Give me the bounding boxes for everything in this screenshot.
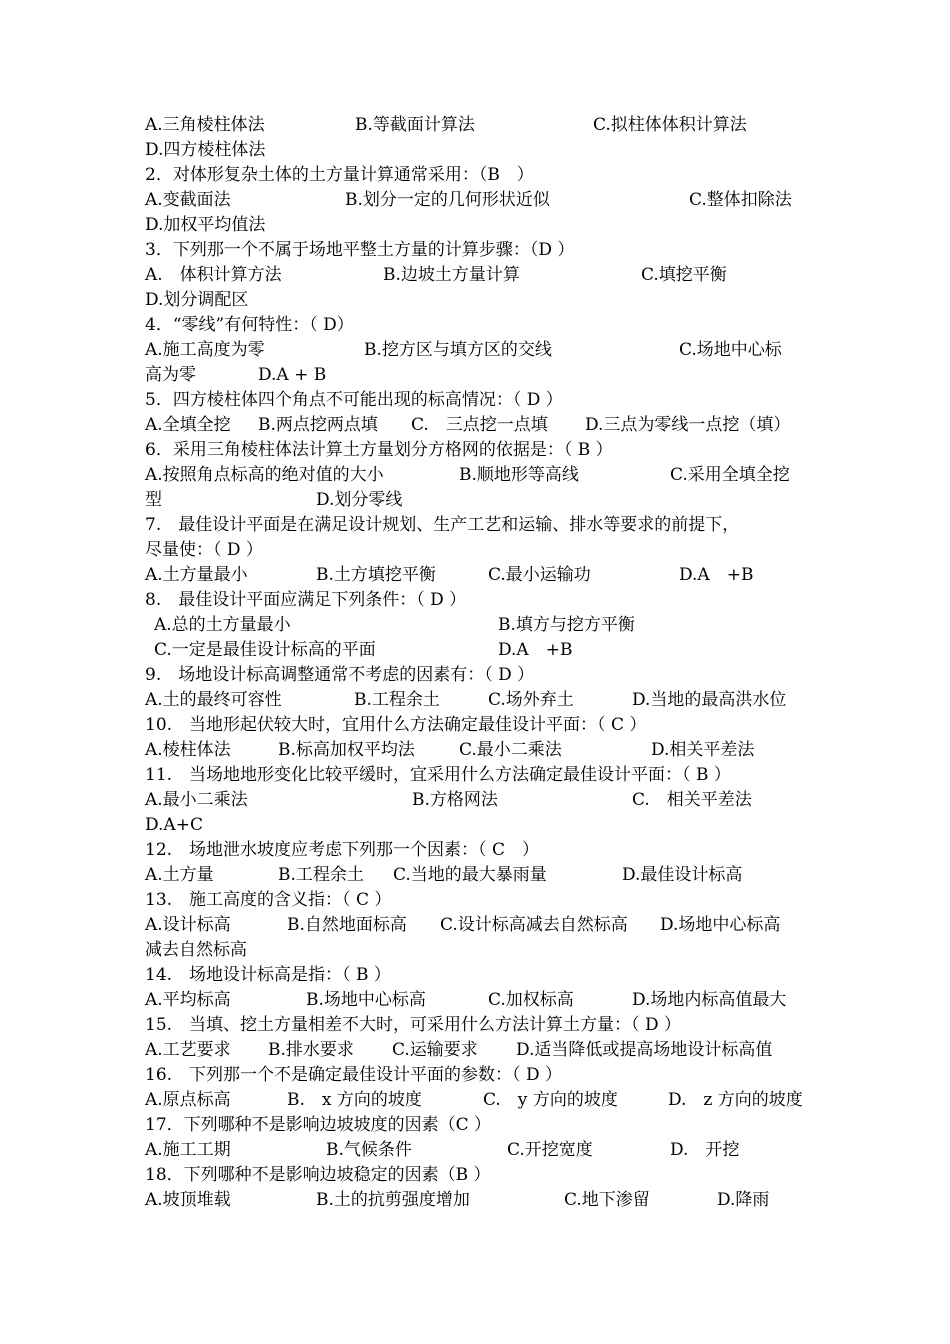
option-d: D. z 方向的坡度: [668, 1090, 803, 1110]
option-b: B.气候条件: [326, 1140, 412, 1160]
option-b: B.土方填挖平衡: [316, 565, 436, 585]
option-a: A.全填全挖: [145, 415, 231, 435]
option-c: C.最小运输功: [488, 565, 591, 585]
question-text: 5．四方棱柱体四个角点不可能出现的标高情况：（ D ）: [145, 390, 563, 410]
question-text: 2．对体形复杂土体的土方量计算通常采用：（B ）: [145, 165, 534, 185]
option-c: C. y 方向的坡度: [483, 1090, 618, 1110]
option-d: D.A+C: [145, 815, 203, 835]
question-text: 13. 施工高度的含义指：（ C ）: [145, 890, 392, 910]
option-c: C.设计标高减去自然标高: [440, 915, 628, 935]
option-d: D.最佳设计标高: [622, 865, 743, 885]
option-a: A.设计标高: [145, 915, 231, 935]
option-a: A.三角棱柱体法: [145, 115, 265, 135]
question-text: 10. 当地形起伏较大时，宜用什么方法确定最佳设计平面：（ C ）: [145, 715, 647, 735]
option-a: A.土的最终可容性: [145, 690, 282, 710]
option-c: C.开挖宽度: [507, 1140, 593, 1160]
option-a: A.平均标高: [145, 990, 231, 1010]
option-b: B.工程余土: [354, 690, 440, 710]
option-b: B.场地中心标高: [306, 990, 426, 1010]
option-b: B.方格网法: [412, 790, 498, 810]
option-c-continued: 高为零: [145, 365, 196, 385]
option-b: B.等截面计算法: [355, 115, 475, 135]
option-b: B.排水要求: [268, 1040, 354, 1060]
option-a: A.棱柱体法: [145, 740, 231, 760]
option-c: C.当地的最大暴雨量: [393, 865, 547, 885]
question-text: 11. 当场地地形变化比较平缓时，宜采用什么方法确定最佳设计平面：（ B ）: [145, 765, 731, 785]
question-text: 8. 最佳设计平面应满足下列条件：（ D ）: [145, 590, 467, 610]
option-d-continued: 减去自然标高: [145, 940, 247, 960]
question-text: 17．下列哪种不是影响边坡坡度的因素（C ）: [145, 1115, 492, 1135]
option-b: B.顺地形等高线: [459, 465, 579, 485]
option-a: A.按照角点标高的绝对值的大小: [145, 465, 384, 485]
question-text: 16. 下列那一个不是确定最佳设计平面的参数：（ D ）: [145, 1065, 562, 1085]
option-d: D.A +B: [679, 565, 754, 585]
option-c: C.场地中心标: [679, 340, 782, 360]
question-text: 18．下列哪种不是影响边坡稳定的因素（B ）: [145, 1165, 491, 1185]
option-b: B.填方与挖方平衡: [498, 615, 635, 635]
option-a: A.土方量: [145, 865, 214, 885]
option-c: C.填挖平衡: [641, 265, 727, 285]
option-d: D.相关平差法: [651, 740, 755, 760]
option-d: D.当地的最高洪水位: [632, 690, 787, 710]
option-c: C.场外弃土: [488, 690, 574, 710]
option-c: C.运输要求: [392, 1040, 478, 1060]
question-text: 4．“零线”有何特性：（ D）: [145, 315, 354, 335]
option-d: D.A + B: [258, 365, 327, 385]
option-c: C.拟柱体体积计算法: [593, 115, 747, 135]
option-a: A.总的土方量最小: [154, 615, 291, 635]
option-a: A.土方量最小: [145, 565, 248, 585]
option-b: B.标高加权平均法: [278, 740, 415, 760]
option-c: C.地下渗留: [564, 1190, 650, 1210]
option-a: A. 体积计算方法: [145, 265, 282, 285]
option-a: A.施工工期: [145, 1140, 231, 1160]
option-a: A.原点标高: [145, 1090, 231, 1110]
option-a: A.变截面法: [145, 190, 231, 210]
option-c: C.加权标高: [488, 990, 574, 1010]
option-b: B.工程余土: [278, 865, 364, 885]
option-b: B.挖方区与填方区的交线: [364, 340, 552, 360]
option-b: B.边坡土方量计算: [383, 265, 520, 285]
question-text: 14. 场地设计标高是指：（ B ）: [145, 965, 391, 985]
option-c: C.一定是最佳设计标高的平面: [154, 640, 376, 660]
question-text-continued: 尽量使：（ D ）: [145, 540, 263, 560]
question-text: 3．下列那一个不属于场地平整土方量的计算步骤：（D ）: [145, 240, 575, 260]
option-b: B.两点挖两点填: [258, 415, 378, 435]
option-a: A.最小二乘法: [145, 790, 248, 810]
option-d: D.A +B: [498, 640, 573, 660]
option-b: B.自然地面标高: [287, 915, 407, 935]
option-d: D. 开挖: [670, 1140, 740, 1160]
question-text: 12. 场地泄水坡度应考虑下列那一个因素：（ C ）: [145, 840, 539, 860]
option-b: B.划分一定的几何形状近似: [345, 190, 550, 210]
option-d: D.划分调配区: [145, 290, 249, 310]
option-c: C. 三点挖一点填: [411, 415, 548, 435]
option-d: D.加权平均值法: [145, 215, 266, 235]
option-d: D.适当降低或提高场地设计标高值: [516, 1040, 773, 1060]
option-b: B.土的抗剪强度增加: [316, 1190, 470, 1210]
option-d: D.降雨: [717, 1190, 770, 1210]
option-d: D.场地内标高值最大: [632, 990, 787, 1010]
question-text: 15. 当填、挖土方量相差不大时，可采用什么方法计算土方量：（ D ）: [145, 1015, 681, 1035]
option-c: C.最小二乘法: [459, 740, 562, 760]
option-c: C.采用全填全挖: [670, 465, 790, 485]
option-b: B. x 方向的坡度: [287, 1090, 422, 1110]
option-c: C. 相关平差法: [632, 790, 752, 810]
question-text: 7. 最佳设计平面是在满足设计规划、生产工艺和运输、排水等要求的前提下，: [145, 515, 740, 535]
option-d: D.三点为零线一点挖（填）: [585, 415, 791, 435]
question-text: 9. 场地设计标高调整通常不考虑的因素有：（ D ）: [145, 665, 535, 685]
option-c: C.整体扣除法: [689, 190, 792, 210]
option-a: A.施工高度为零: [145, 340, 265, 360]
option-d: D.场地中心标高: [660, 915, 781, 935]
question-text: 6．采用三角棱柱体法计算土方量划分方格网的依据是：（ B ）: [145, 440, 613, 460]
option-d: D.四方棱柱体法: [145, 140, 266, 160]
option-d: D.划分零线: [316, 490, 403, 510]
option-a: A.工艺要求: [145, 1040, 231, 1060]
option-c-continued: 型: [145, 490, 162, 510]
option-a: A.坡顶堆载: [145, 1190, 231, 1210]
